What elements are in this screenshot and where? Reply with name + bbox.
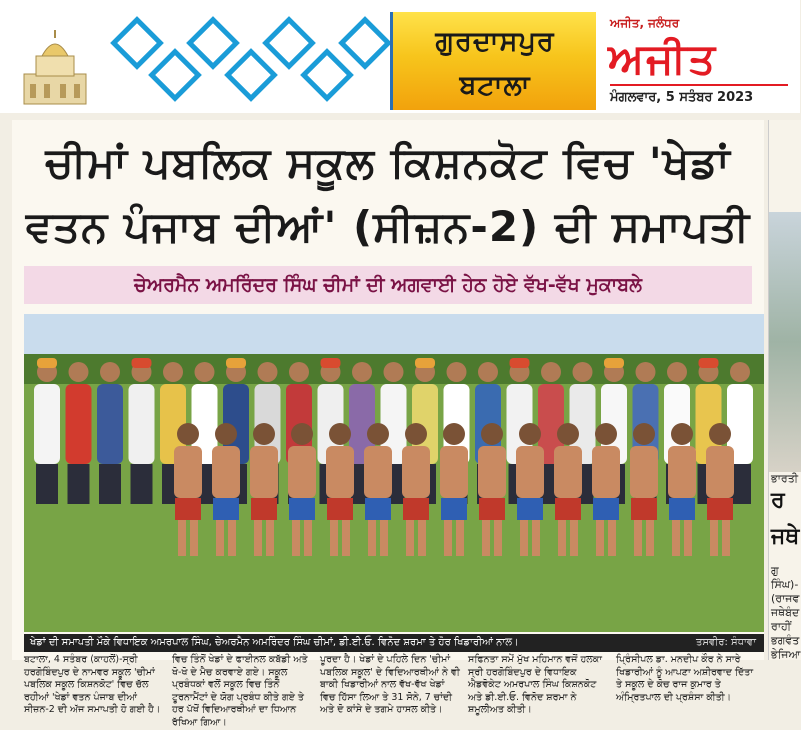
banner-city-1: ਗੁਰਦਾਸਪੁਰ: [435, 26, 555, 57]
group-photo-illustration: [24, 314, 764, 632]
newspaper-masthead: [0, 0, 800, 113]
divider: [610, 84, 788, 86]
diamond-ornament-icon: [224, 48, 278, 102]
headline-line-2: ਵਤਨ ਪੰਜਾਬ ਦੀਆਂ' (ਸੀਜ਼ਨ-2) ਦੀ ਸਮਾਪਤੀ: [25, 202, 751, 251]
photo-caption: [24, 634, 764, 652]
article-column-2: ਵਿਚ ਤਿੰਨੋਂ ਖੇਡਾਂ ਦੇ ਫਾਈਨਲ ਕਬੱਡੀ ਅਤੇ ਖੋ-ਖੋ ਦੇ ਮੈਚ ਕਰਵਾਏ ਗਏ। ਸਕੂਲ ਪ੍ਰਬੰਧਕਾਂ ਵਲੋਂ ਸਕੂਲ ਵਿਚ ਤਿੰਨੋਂ ਟੂਰਨਾਮੈਂਟਾਂ ਦੇ ਯੋਗ ਪ੍ਰਬੰਧ ਕੀਤੇ ਗਏ ਤੇ ਹਰ ਪੱਖੋਂ ਵਿਦਿਆਰਥੀਆਂ ਦਾ ਧਿਆਨ ਰੱਖਿਆ ਗਿਆ।: [172, 654, 308, 728]
adjacent-photo: [769, 212, 801, 472]
news-article: [12, 120, 764, 728]
diamond-ornament-icon: [186, 16, 240, 70]
article-column-4: ਸਫਿਨਤਾ ਸਮੇਂ ਮੁੱਖ ਮਹਿਮਾਨ ਵਜੋਂ ਹਲਕਾ ਸ੍ਰੀ ਹਰਗੋਬਿੰਦਪੁਰ ਦੇ ਵਿਧਾਇਕ ਐਡਵੋਕੇਟ ਅਮਰਪਾਲ ਸਿੰਘ ਕਿਸ਼ਨਕੋਟ ਅਤੇ ਡੀ.ਈ.ਓ. ਵਿਨੋਦ ਸ਼ਰਮਾ ਨੇ ਸ਼ਮੂਲੀਅਤ ਕੀਤੀ।: [468, 654, 602, 716]
adjacent-text-line: ਰਾਹੀਂ: [771, 620, 792, 633]
photo-credit: ਤਸਵੀਰ: ਸੰਧਾਵਾ: [695, 637, 756, 648]
article-column-3: ਪੂਰਦਾ ਹੈ। ਖੇਡਾਂ ਦੇ ਪਹਿਲੇ ਦਿਨ 'ਚੀਮਾਂ ਪਬਲਿਕ ਸਕੂਲ' ਦੇ ਵਿਦਿਆਰਥੀਆਂ ਨੇ ਵੀ ਬਾਕੀ ਖਿਡਾਰੀਆਂ ਨਾਲ ਵੱਖ-ਵੱਖ ਖੇਡਾਂ ਵਿਚ ਹਿੱਸਾ ਲਿਆ ਤੇ 31 ਸੋਨੇ, 7 ਚਾਂਦੀ ਅਤੇ ਦੋ ਕਾਂਸੇ ਦੇ ਤਗਮੇ ਹਾਸਲ ਕੀਤੇ।: [320, 654, 460, 716]
adjacent-text-line: ਗੁ: [771, 564, 779, 577]
adjacent-text-line: ਭਗਵੰਤ: [771, 634, 800, 647]
article-column-5: ਪ੍ਰਿੰਸੀਪਲ ਡਾ. ਮਨਦੀਪ ਕੌਰ ਨੇ ਸਾਰੇ ਖਿਡਾਰੀਆਂ ਨੂੰ ਆਪਣਾ ਅਸ਼ੀਰਵਾਦ ਦਿੱਤਾ ਤੇ ਸਕੂਲ ਦੇ ਕੋਚ ਰਾਜ ਕੁਮਾਰ ਤੇ ਅੰਮ੍ਰਿਤਪਾਲ ਦੀ ਪ੍ਰਸ਼ੰਸਾ ਕੀਤੀ।: [616, 654, 754, 703]
subheadline: ਚੇਅਰਮੈਨ ਅਮਰਿੰਦਰ ਸਿੰਘ ਚੀਮਾਂ ਦੀ ਅਗਵਾਈ ਹੇਠ ਹੋਏ ਵੱਖ-ਵੱਖ ਮੁਕਾਬਲੇ: [24, 266, 752, 304]
article-body: [24, 654, 764, 728]
adjacent-article-fragment: [768, 120, 801, 660]
adjacent-text-line: ਜਥੇਬੰਦ: [771, 606, 800, 619]
golden-temple-icon: [18, 28, 92, 108]
group-photo: [24, 314, 764, 632]
masthead-decoration: [6, 10, 406, 108]
adjacent-text-line: ਭੇਜਿਆ: [771, 648, 801, 661]
edition-label: ਅਜੀਤ, ਜਲੰਧਰ: [610, 16, 680, 30]
banner-city-2: ਬਟਾਲਾ: [459, 70, 531, 101]
newspaper-logo-block: [596, 12, 800, 110]
edition-banner: [390, 12, 597, 110]
diamond-ornament-icon: [262, 16, 316, 70]
publication-date: ਮੰਗਲਵਾਰ, 5 ਸਤੰਬਰ 2023: [610, 90, 754, 105]
adjacent-caption: ਭਾਰਤੀ: [771, 472, 799, 485]
article-column-1: ਬਟਾਲਾ, 4 ਸਤੰਬਰ (ਕਾਹਲੋਂ)-ਸ੍ਰੀ ਹਰਗੋਬਿੰਦਪੁਰ ਦੇ ਨਾਮਵਰ ਸਕੂਲ 'ਚੀਮਾਂ ਪਬਲਿਕ ਸਕੂਲ ਕਿਸ਼ਨਕੋਟ' ਵਿਚ ਚੱਲ ਰਹੀਆਂ 'ਖੇਡਾਂ ਵਤਨ ਪੰਜਾਬ ਦੀਆਂ ਸੀਜ਼ਨ-2 ਦੀ ਅੱਜ ਸਮਾਪਤੀ ਹੋ ਗਈ ਹੈ।: [24, 654, 161, 716]
diamond-ornament-icon: [338, 16, 392, 70]
diamond-ornament-icon: [300, 48, 354, 102]
adjacent-headline-2: ਜਥੇ: [771, 524, 800, 549]
newspaper-name: ਅਜੀਤ: [608, 34, 718, 83]
adjacent-text-line: (ਰਾਜਵ: [771, 592, 800, 605]
diamond-ornament-icon: [148, 48, 202, 102]
caption-text: ਖੇਡਾਂ ਦੀ ਸਮਾਪਤੀ ਮੌਕੇ ਵਿਧਾਇਕ ਅਮਰਪਾਲ ਸਿੰਘ, ਚੇਅਰਮੈਨ ਅਮਰਿੰਦਰ ਸਿੰਘ ਚੀਮਾਂ, ਡੀ.ਈ.ਓ. ਵਿਨੋਦ ਸ਼ਰਮਾ ਤੇ ਹੋਰ ਖਿਡਾਰੀਆਂ ਨਾਲ।: [30, 637, 519, 648]
headline-line-1: ਚੀਮਾਂ ਪਬਲਿਕ ਸਕੂਲ ਕਿਸ਼ਨਕੋਟ ਵਿਚ 'ਖੇਡਾਂ: [45, 138, 731, 187]
diamond-ornament-icon: [110, 16, 164, 70]
adjacent-headline-1: ਰ: [771, 488, 785, 513]
adjacent-text-line: ਸਿੰਘ)-: [771, 578, 799, 591]
